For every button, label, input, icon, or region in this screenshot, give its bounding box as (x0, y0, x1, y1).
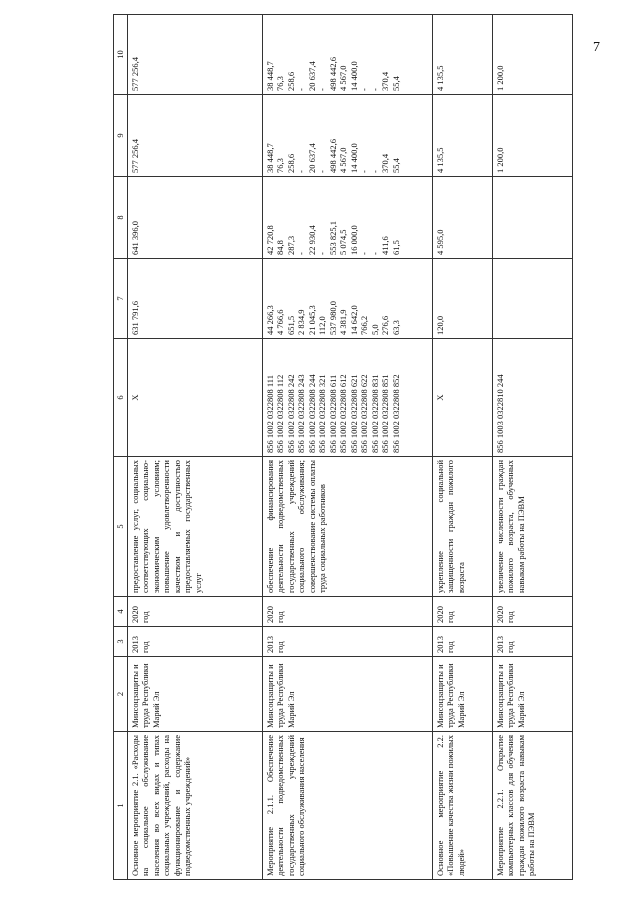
budget-code: 856 1003 0322810 244 (492, 339, 572, 457)
page-number: 7 (593, 40, 600, 55)
activity-name: Мероприятие 2.2.1. Открытие компьютерных классов для обучения граждан пожилого возраста навыкам работы на ПЭВМ (492, 732, 572, 880)
end-year: 2020 год (492, 597, 572, 627)
col-header: 7 (114, 259, 128, 339)
executor: Минсоцзащиты и труда Республики Марий Эл (262, 657, 432, 732)
col-header: 10 (114, 15, 128, 95)
executor: Минсоцзащиты и труда Республики Марий Эл (127, 657, 262, 732)
amount-col8 (492, 177, 572, 259)
amount-col9: 577 256,4 (127, 95, 262, 177)
col-header: 3 (114, 627, 128, 657)
amount-col10: 577 256,4 (127, 15, 262, 95)
table-row (127, 15, 262, 880)
col-header: 1 (114, 732, 128, 880)
amount-col10: 4 135,5 (432, 15, 492, 95)
table-row (432, 15, 492, 880)
budget-table (113, 14, 573, 880)
amount-col9: 38 448,7 76,3 258,6 - 20 637,4 - 498 442,6 4 567,0 14 400,0 - - 370,4 55,4 (262, 95, 432, 177)
col-header: 9 (114, 95, 128, 177)
table-row (262, 15, 432, 880)
activity-name: Основное мероприятие 2.2. «Повышение качества жизни пожилых людей» (432, 732, 492, 880)
budget-code: Х (432, 339, 492, 457)
start-year: 2013 год (492, 627, 572, 657)
amount-col7: 44 266,3 4 766,6 651,5 2 834,9 21 045,3 112,0 537 980,0 4 381,9 14 642,0 766,2 5,0 276,6 63,3 (262, 259, 432, 339)
start-year: 2013 год (432, 627, 492, 657)
col-header: 4 (114, 597, 128, 627)
executor: Минсоцзащиты и труда Республики Марий Эл (492, 657, 572, 732)
amount-col8: 4 595,0 (432, 177, 492, 259)
amount-col8: 641 396,0 (127, 177, 262, 259)
end-year: 2020 год (432, 597, 492, 627)
col-header: 5 (114, 457, 128, 597)
end-year: 2020 год (262, 597, 432, 627)
end-year: 2020 год (127, 597, 262, 627)
header-row (114, 15, 128, 880)
amount-col8: 42 720,8 84,8 287,3 - 22 930,4 - 553 825,1 5 074,5 16 000,0 - - 411,6 61,5 (262, 177, 432, 259)
start-year: 2013 год (262, 627, 432, 657)
amount-col7: 120,0 (432, 259, 492, 339)
expected-result: укрепление социальной защищенности граждан пожилого возраста (432, 457, 492, 597)
amount-col10: 38 448,7 76,3 258,6 - 20 637,4 - 498 442,6 4 567,0 14 400,0 - - 370,4 55,4 (262, 15, 432, 95)
expected-result: предоставление услуг, социальных соответствующих социально-экономическим условиям; повышение удовлетворенности качеством и доступностью предоставляемых государственных услуг (127, 457, 262, 597)
expected-result: обеспечение финансирования деятельности подведомственных государственных учреждений социального обслуживания; совершенствование системы оплаты труда социальных работников (262, 457, 432, 597)
amount-col10: 1 200,0 (492, 15, 572, 95)
amount-col7: 631 791,6 (127, 259, 262, 339)
activity-name: Мероприятие 2.1.1. Обеспечение деятельности подведомственных государственных учреждений социального обслуживания населения (262, 732, 432, 880)
start-year: 2013 год (127, 627, 262, 657)
expected-result: увеличение численности граждан пожилого возраста, обученных навыкам работы на ПЭВМ (492, 457, 572, 597)
col-header: 8 (114, 177, 128, 259)
amount-col7 (492, 259, 572, 339)
budget-code: Х (127, 339, 262, 457)
amount-col9: 1 200,0 (492, 95, 572, 177)
col-header: 6 (114, 339, 128, 457)
amount-col9: 4 135,5 (432, 95, 492, 177)
table-row (492, 15, 572, 880)
col-header: 2 (114, 657, 128, 732)
activity-name: Основное мероприятие 2.1. «Расходы на социальное обслуживание населения во всех видах и типах социальных учреждений, расходы на функционирование и содержание подведомственных учреждений» (127, 732, 262, 880)
executor: Минсоцзащиты и труда Республики Марий Эл (432, 657, 492, 732)
budget-code: 856 1002 0322808 111 856 1002 0322808 112 856 1002 0322808 242 856 1002 0322808 243 856 1002 0322808 244 856 1002 0322808 321 856 1002 0322808 611 856 1002 0322808 612 856 1002 0322808 621 856 1002 0322808 622 856 1002 0322808 831 856 1002 0322808 851 856 1002 0322808 852 (262, 339, 432, 457)
rotated-table-container (113, 15, 633, 880)
